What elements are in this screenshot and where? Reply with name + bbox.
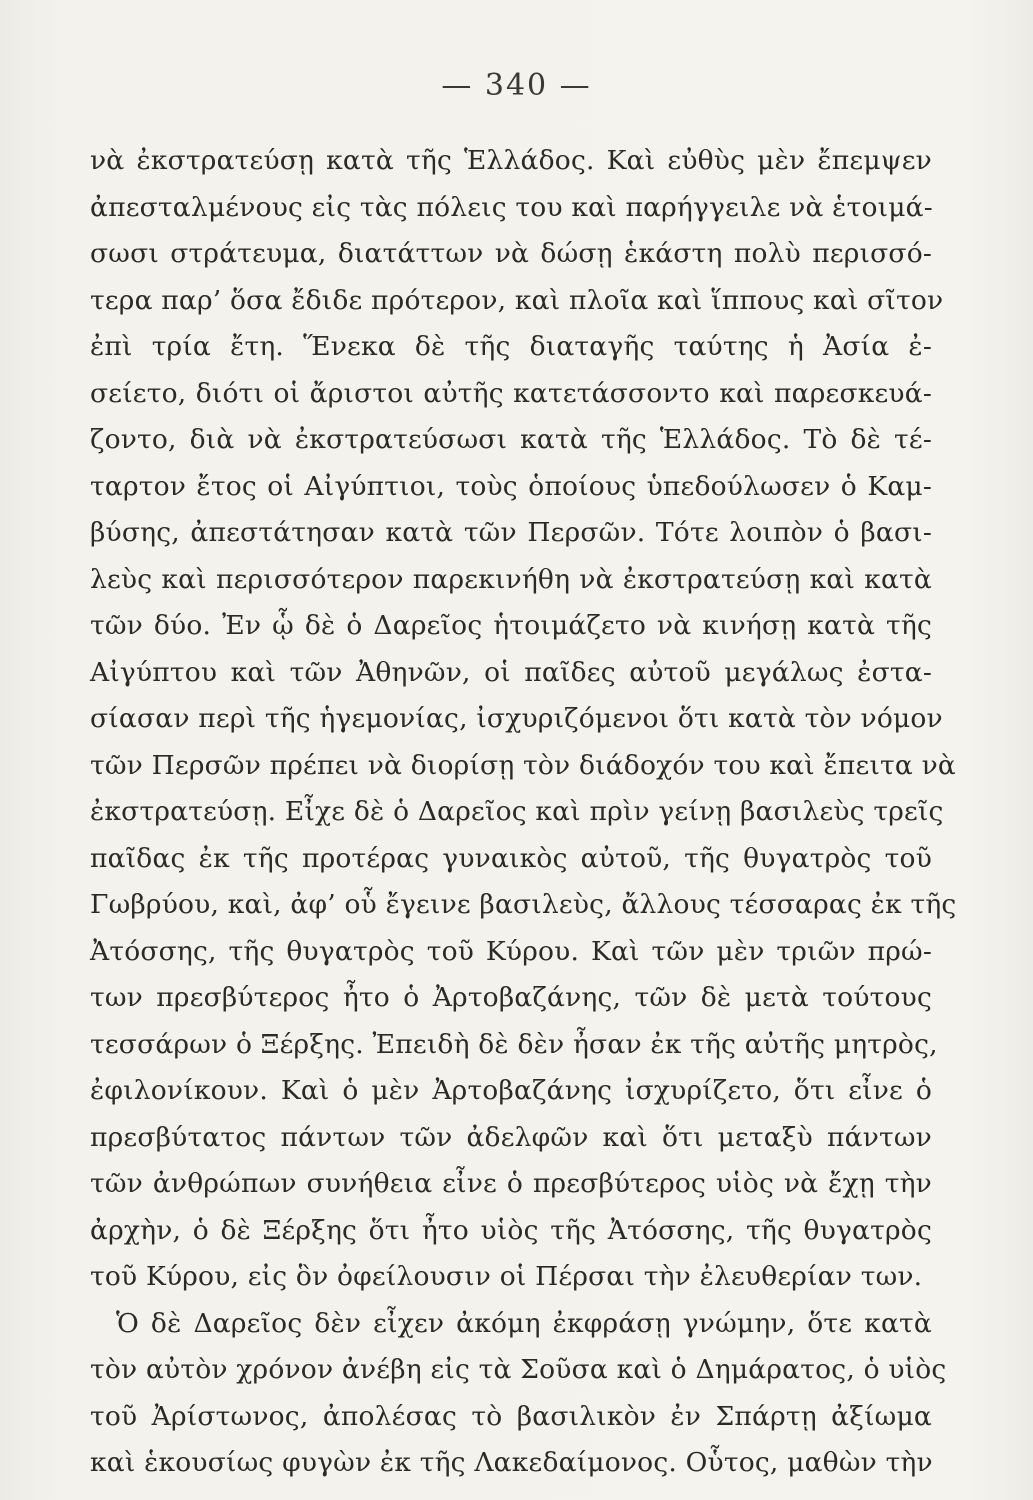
text-line: σείετο, διότι οἱ ἄριστοι αὐτῆς κατετάσσοντο καὶ παρεσκευά- xyxy=(90,377,932,409)
text-line: Γωβρύου, καὶ, ἀφ’ οὗ ἔγεινε βασιλεὺς, ἄλλους τέσσαρας ἐκ τῆς xyxy=(90,889,957,920)
text-line: τεσσάρων ὁ Ξέρξης. Ἐπειδὴ δὲ δὲν ἦσαν ἐκ τῆς αὐτῆς μητρὸς, xyxy=(90,1028,938,1060)
body-text xyxy=(90,138,957,1487)
text-line: ἀπεσταλμένους εἰς τὰς πόλεις του καὶ παρήγγειλε νὰ ἑτοιμά- xyxy=(90,191,933,223)
text-line: τῶν δύο. Ἐν ᾧ δὲ ὁ Δαρεῖος ἡτοιμάζετο νὰ κινήσῃ κατὰ τῆς xyxy=(90,610,932,641)
text-line: τοῦ Ἀρίστωνος, ἀπολέσας τὸ βασιλικὸν ἐν Σπάρτῃ ἀξίωμα xyxy=(90,1400,932,1432)
text-line: Ὁ δὲ Δαρεῖος δὲν εἶχεν ἀκόμη ἐκφράσῃ γνώμην, ὅτε κατὰ xyxy=(116,1307,932,1339)
text-line: νὰ ἐκστρατεύσῃ κατὰ τῆς Ἑλλάδος. Καὶ εὐθὺς μὲν ἔπεμψεν xyxy=(90,145,932,176)
text-line: Αἰγύπτου καὶ τῶν Ἀθηνῶν, οἱ παῖδες αὐτοῦ μεγάλως ἐστα- xyxy=(90,656,932,688)
page-number: — 340 — xyxy=(441,68,592,103)
text-line: Ἀτόσσης, τῆς θυγατρὸς τοῦ Κύρου. Καὶ τῶν μὲν τριῶν πρώ- xyxy=(90,935,932,967)
text-line: τῶν Περσῶν πρέπει νὰ διορίσῃ τὸν διάδοχόν του καὶ ἔπειτα νὰ xyxy=(90,749,957,781)
text-line: παῖδας ἐκ τῆς προτέρας γυναικὸς αὐτοῦ, τῆς θυγατρὸς τοῦ xyxy=(90,842,932,874)
text-line: τερα παρ’ ὅσα ἔδιδε πρότερον, καὶ πλοῖα καὶ ἵππους καὶ σῖτον xyxy=(90,284,944,316)
text-line: ἀρχὴν, ὁ δὲ Ξέρξης ὅτι ἦτο υἱὸς τῆς Ἀτόσσης, τῆς θυγατρὸς xyxy=(90,1214,932,1246)
text-line: βύσης, ἀπεστάτησαν κατὰ τῶν Περσῶν. Τότε λοιπὸν ὁ βασι- xyxy=(90,517,932,548)
text-line: ταρτον ἔτος οἱ Αἰγύπτιοι, τοὺς ὁποίους ὑπεδούλωσεν ὁ Καμ- xyxy=(90,470,932,502)
text-line: ζοντο, διὰ νὰ ἐκστρατεύσωσι κατὰ τῆς Ἑλλάδος. Τὸ δὲ τέ- xyxy=(90,424,932,455)
text-line: σωσι στράτευμα, διατάττων νὰ δώσῃ ἑκάστη πολὺ περισσό- xyxy=(90,238,932,269)
text-line: πρεσβύτατος πάντων τῶν ἀδελφῶν καὶ ὅτι μεταξὺ πάντων xyxy=(90,1121,932,1153)
text-line: τὸν αὐτὸν χρόνον ἀνέβη εἰς τὰ Σοῦσα καὶ ὁ Δημάρατος, ὁ υἱὸς xyxy=(90,1354,947,1385)
text-line: των πρεσβύτερος ἦτο ὁ Ἀρτοβαζάνης, τῶν δὲ μετὰ τούτους xyxy=(90,982,932,1013)
text-line: τῶν ἀνθρώπων συνήθεια εἶνε ὁ πρεσβύτερος υἱὸς νὰ ἔχῃ τὴν xyxy=(90,1168,932,1199)
text-line: καὶ ἑκουσίως φυγὼν ἐκ τῆς Λακεδαίμονος. Οὗτος, μαθὼν τὴν xyxy=(90,1447,933,1478)
text-line: τοῦ Κύρου, εἰς ὃν ὀφείλουσιν οἱ Πέρσαι τὴν ἐλευθερίαν των. xyxy=(90,1261,923,1292)
text-line: ἐφιλονίκουν. Καὶ ὁ μὲν Ἀρτοβαζάνης ἰσχυρίζετο, ὅτι εἶνε ὁ xyxy=(90,1075,932,1106)
text-line: σίασαν περὶ τῆς ἡγεμονίας, ἰσχυριζόμενοι ὅτι κατὰ τὸν νόμον xyxy=(90,703,943,734)
text-line: λεὺς καὶ περισσότερον παρεκινήθη νὰ ἐκστρατεύσῃ καὶ κατὰ xyxy=(90,563,932,595)
text-line: ἐπὶ τρία ἔτη. Ἕνεκα δὲ τῆς διαταγῆς ταύτης ἡ Ἀσία ἐ- xyxy=(90,331,932,362)
text-line: ἐκστρατεύσῃ. Εἶχε δὲ ὁ Δαρεῖος καὶ πρὶν γείνῃ βασιλεὺς τρεῖς xyxy=(90,796,944,827)
